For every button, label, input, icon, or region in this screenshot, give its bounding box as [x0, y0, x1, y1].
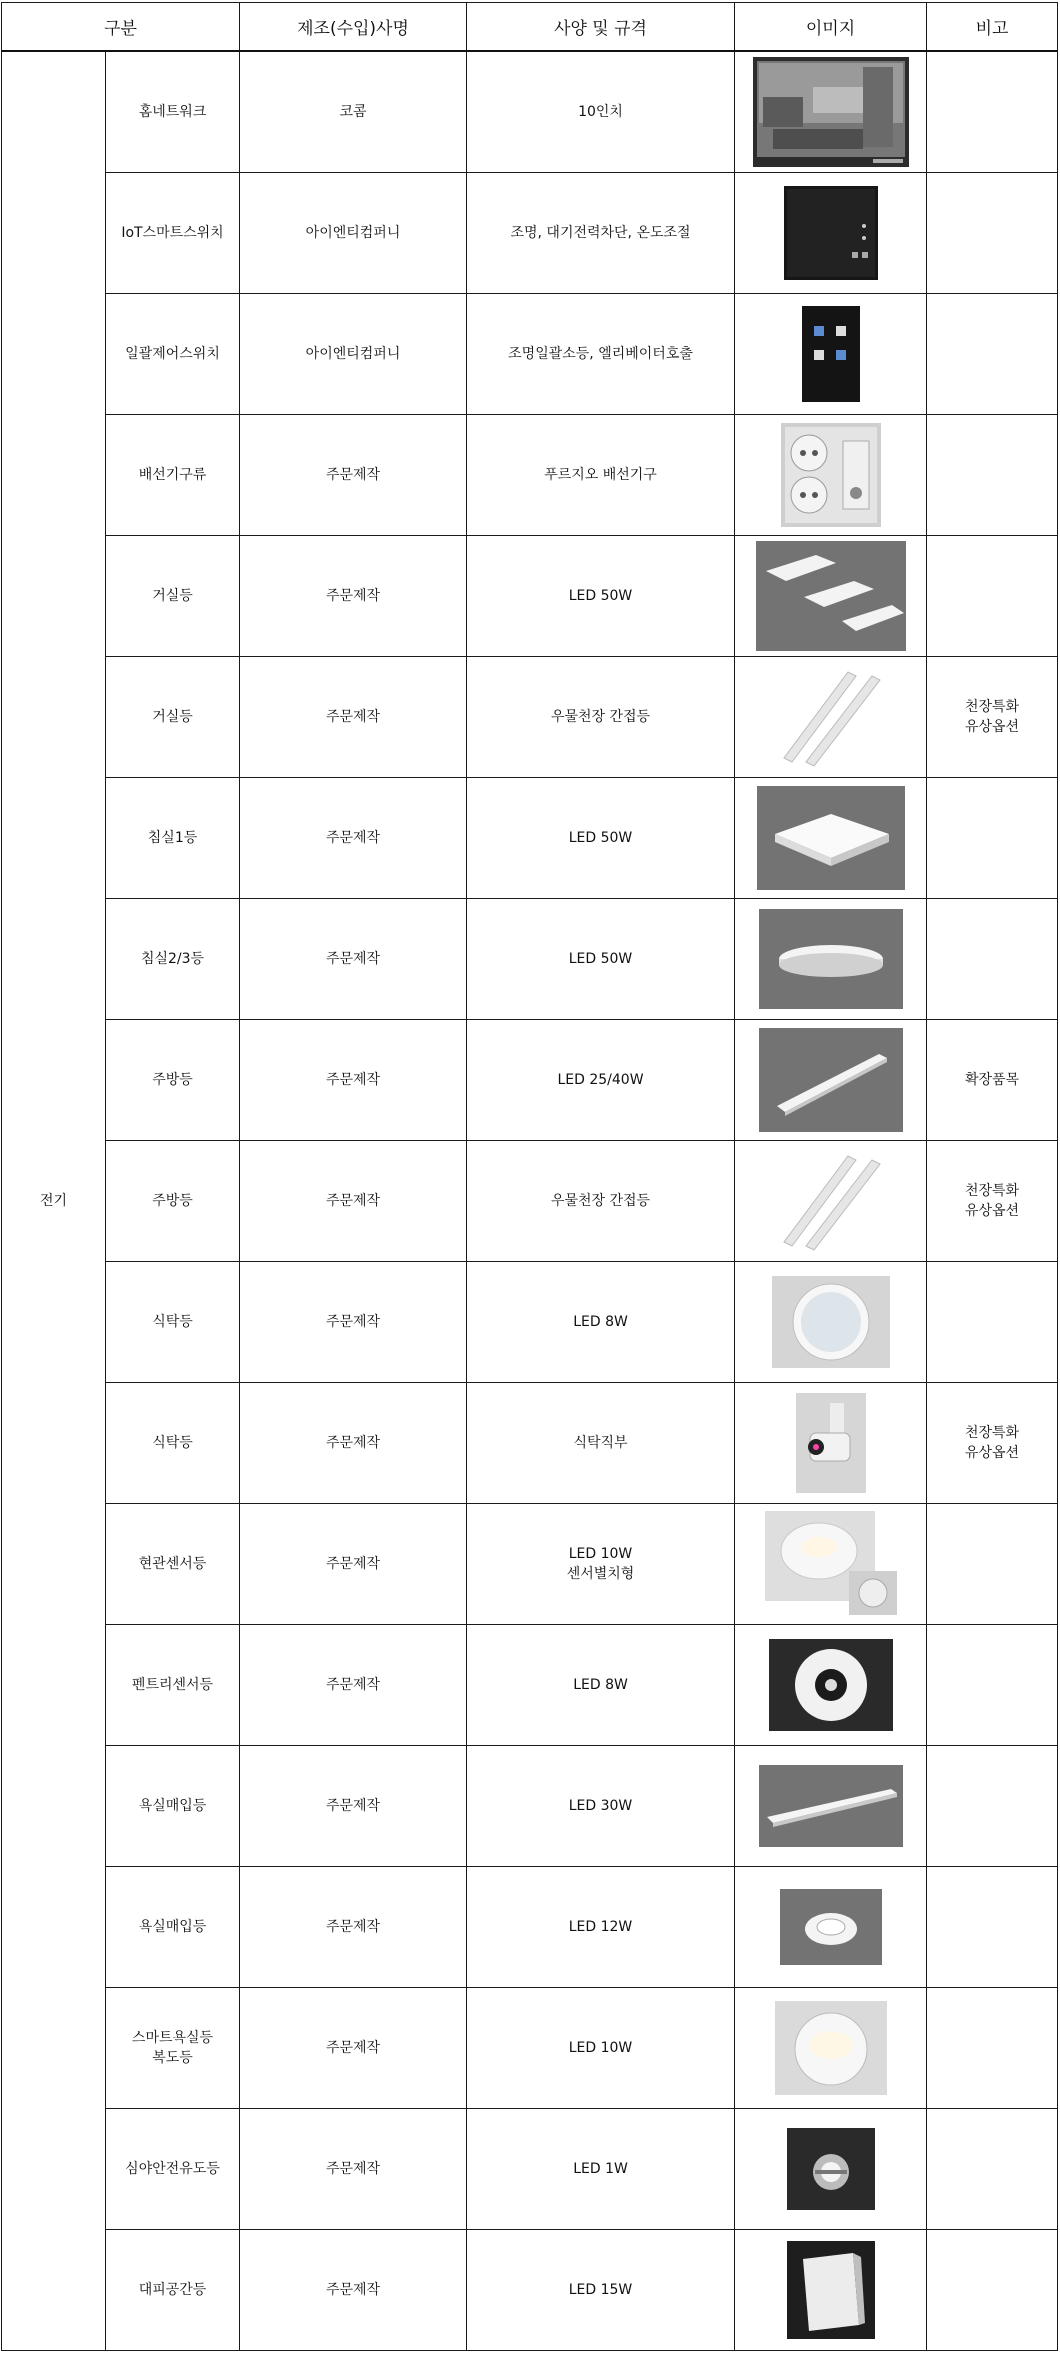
maker-cell: 주문제작	[240, 1383, 467, 1504]
table-row	[2, 2230, 1058, 2351]
remark-cell	[927, 1988, 1058, 2109]
item-name-cell: IoT스마트스위치	[106, 173, 240, 294]
indirect-bar-light-icon	[776, 1146, 886, 1256]
item-name-cell: 주방등	[106, 1020, 240, 1141]
remark-cell: 천장특화 유상옵션	[927, 1141, 1058, 1262]
table-row	[2, 415, 1058, 536]
spec-cell: 우물천장 간접등	[467, 1141, 735, 1262]
item-name-cell: 펜트리센서등	[106, 1625, 240, 1746]
table-row	[2, 1262, 1058, 1383]
table-row	[2, 1141, 1058, 1262]
wall-outlet-icon	[781, 423, 881, 527]
image-cell	[735, 1020, 927, 1141]
spec-cell: LED 1W	[467, 2109, 735, 2230]
spec-cell: LED 50W	[467, 536, 735, 657]
remark-cell	[927, 173, 1058, 294]
spec-table	[1, 2, 1058, 2351]
item-name-cell: 심야안전유도등	[106, 2109, 240, 2230]
table-row	[2, 1504, 1058, 1625]
spec-cell: 조명, 대기전력차단, 온도조절	[467, 173, 735, 294]
spec-cell: LED 30W	[467, 1746, 735, 1867]
table-row	[2, 1988, 1058, 2109]
image-cell	[735, 1746, 927, 1867]
round-ceiling-light-icon	[759, 909, 903, 1009]
maker-cell: 주문제작	[240, 1625, 467, 1746]
image-cell	[735, 899, 927, 1020]
image-cell	[735, 51, 927, 173]
image-cell	[735, 657, 927, 778]
spec-cell: LED 10W	[467, 1988, 735, 2109]
remark-cell	[927, 899, 1058, 1020]
spec-cell: LED 50W	[467, 778, 735, 899]
table-row	[2, 1867, 1058, 1988]
remark-cell	[927, 778, 1058, 899]
square-ceiling-light-icon	[757, 786, 905, 890]
remark-cell: 천장특화 유상옵션	[927, 657, 1058, 778]
downlight-icon	[772, 1276, 890, 1368]
item-name-cell: 침실2/3등	[106, 899, 240, 1020]
item-name-cell: 현관센서등	[106, 1504, 240, 1625]
item-name-cell: 거실등	[106, 536, 240, 657]
item-name-cell: 스마트욕실등 복도등	[106, 1988, 240, 2109]
spec-cell: 푸르지오 배선기구	[467, 415, 735, 536]
maker-cell: 주문제작	[240, 415, 467, 536]
indirect-bar-light-icon	[776, 662, 886, 772]
item-name-cell: 침실1등	[106, 778, 240, 899]
remark-cell	[927, 51, 1058, 173]
linear-kitchen-light-icon	[759, 1028, 903, 1132]
remark-cell	[927, 2230, 1058, 2351]
spot-light-icon	[796, 1393, 866, 1493]
night-guide-light-icon	[787, 2128, 875, 2210]
header-category: 구분	[2, 3, 240, 52]
spec-cell: LED 25/40W	[467, 1020, 735, 1141]
image-cell	[735, 294, 927, 415]
maker-cell: 주문제작	[240, 778, 467, 899]
maker-cell: 주문제작	[240, 1020, 467, 1141]
maker-cell: 주문제작	[240, 1141, 467, 1262]
remark-cell	[927, 1746, 1058, 1867]
remark-cell	[927, 536, 1058, 657]
home-network-panel-icon	[753, 57, 909, 167]
maker-cell: 주문제작	[240, 2230, 467, 2351]
spec-cell: LED 15W	[467, 2230, 735, 2351]
item-name-cell: 식탁등	[106, 1383, 240, 1504]
bathroom-recessed-light-icon	[780, 1889, 882, 1965]
header-spec: 사양 및 규격	[467, 3, 735, 52]
image-cell	[735, 1262, 927, 1383]
table-row	[2, 1020, 1058, 1141]
category-cell: 전기	[2, 51, 106, 2351]
table-row	[2, 657, 1058, 778]
remark-cell	[927, 2109, 1058, 2230]
image-cell	[735, 1867, 927, 1988]
header-remark: 비고	[927, 3, 1058, 52]
spec-cell: LED 12W	[467, 1867, 735, 1988]
item-name-cell: 배선기구류	[106, 415, 240, 536]
spec-cell: 식탁직부	[467, 1383, 735, 1504]
image-cell	[735, 1504, 927, 1625]
table-row	[2, 1625, 1058, 1746]
maker-cell: 주문제작	[240, 1867, 467, 1988]
maker-cell: 주문제작	[240, 1746, 467, 1867]
living-room-panel-lights-icon	[756, 541, 906, 651]
maker-cell: 주문제작	[240, 657, 467, 778]
maker-cell: 주문제작	[240, 1504, 467, 1625]
header-row	[2, 3, 1058, 52]
item-name-cell: 거실등	[106, 657, 240, 778]
table-row	[2, 294, 1058, 415]
item-name-cell: 대피공간등	[106, 2230, 240, 2351]
maker-cell: 코콤	[240, 51, 467, 173]
spec-cell: 10인치	[467, 51, 735, 173]
image-cell	[735, 536, 927, 657]
spec-cell: LED 8W	[467, 1262, 735, 1383]
image-cell	[735, 1625, 927, 1746]
remark-cell	[927, 1625, 1058, 1746]
spec-cell: LED 10W 센서별치형	[467, 1504, 735, 1625]
header-maker: 제조(수입)사명	[240, 3, 467, 52]
remark-cell	[927, 294, 1058, 415]
table-row	[2, 2109, 1058, 2230]
spec-cell: LED 8W	[467, 1625, 735, 1746]
table-row	[2, 899, 1058, 1020]
maker-cell: 주문제작	[240, 536, 467, 657]
remark-cell	[927, 1262, 1058, 1383]
header-image: 이미지	[735, 3, 927, 52]
spec-cell: LED 50W	[467, 899, 735, 1020]
image-cell	[735, 1988, 927, 2109]
maker-cell: 주문제작	[240, 1988, 467, 2109]
maker-cell: 아이엔티컴퍼니	[240, 294, 467, 415]
maker-cell: 주문제작	[240, 899, 467, 1020]
image-cell	[735, 415, 927, 536]
table-row	[2, 1746, 1058, 1867]
remark-cell: 확장품목	[927, 1020, 1058, 1141]
remark-cell	[927, 1504, 1058, 1625]
spec-cell: 조명일괄소등, 엘리베이터호출	[467, 294, 735, 415]
maker-cell: 주문제작	[240, 2109, 467, 2230]
master-control-switch-icon	[802, 306, 860, 402]
table-row	[2, 536, 1058, 657]
remark-cell	[927, 415, 1058, 536]
image-cell	[735, 2109, 927, 2230]
table-row	[2, 173, 1058, 294]
item-name-cell: 욕실매입등	[106, 1746, 240, 1867]
table-row	[2, 51, 1058, 173]
remark-cell: 천장특화 유상옵션	[927, 1383, 1058, 1504]
table-row	[2, 1383, 1058, 1504]
table-row	[2, 778, 1058, 899]
evacuation-light-icon	[787, 2241, 875, 2339]
image-cell	[735, 173, 927, 294]
smart-bathroom-light-icon	[775, 2001, 887, 2095]
bathroom-linear-light-icon	[759, 1765, 903, 1847]
image-cell	[735, 1141, 927, 1262]
maker-cell: 아이엔티컴퍼니	[240, 173, 467, 294]
image-cell	[735, 778, 927, 899]
remark-cell	[927, 1867, 1058, 1988]
item-name-cell: 욕실매입등	[106, 1867, 240, 1988]
item-name-cell: 일괄제어스위치	[106, 294, 240, 415]
item-name-cell: 홈네트워크	[106, 51, 240, 173]
pantry-sensor-light-icon	[769, 1639, 893, 1731]
item-name-cell: 식탁등	[106, 1262, 240, 1383]
item-name-cell: 주방등	[106, 1141, 240, 1262]
sensor-light-icon	[761, 1509, 901, 1619]
image-cell	[735, 2230, 927, 2351]
iot-smart-switch-icon	[784, 186, 878, 280]
maker-cell: 주문제작	[240, 1262, 467, 1383]
image-cell	[735, 1383, 927, 1504]
spec-cell: 우물천장 간접등	[467, 657, 735, 778]
